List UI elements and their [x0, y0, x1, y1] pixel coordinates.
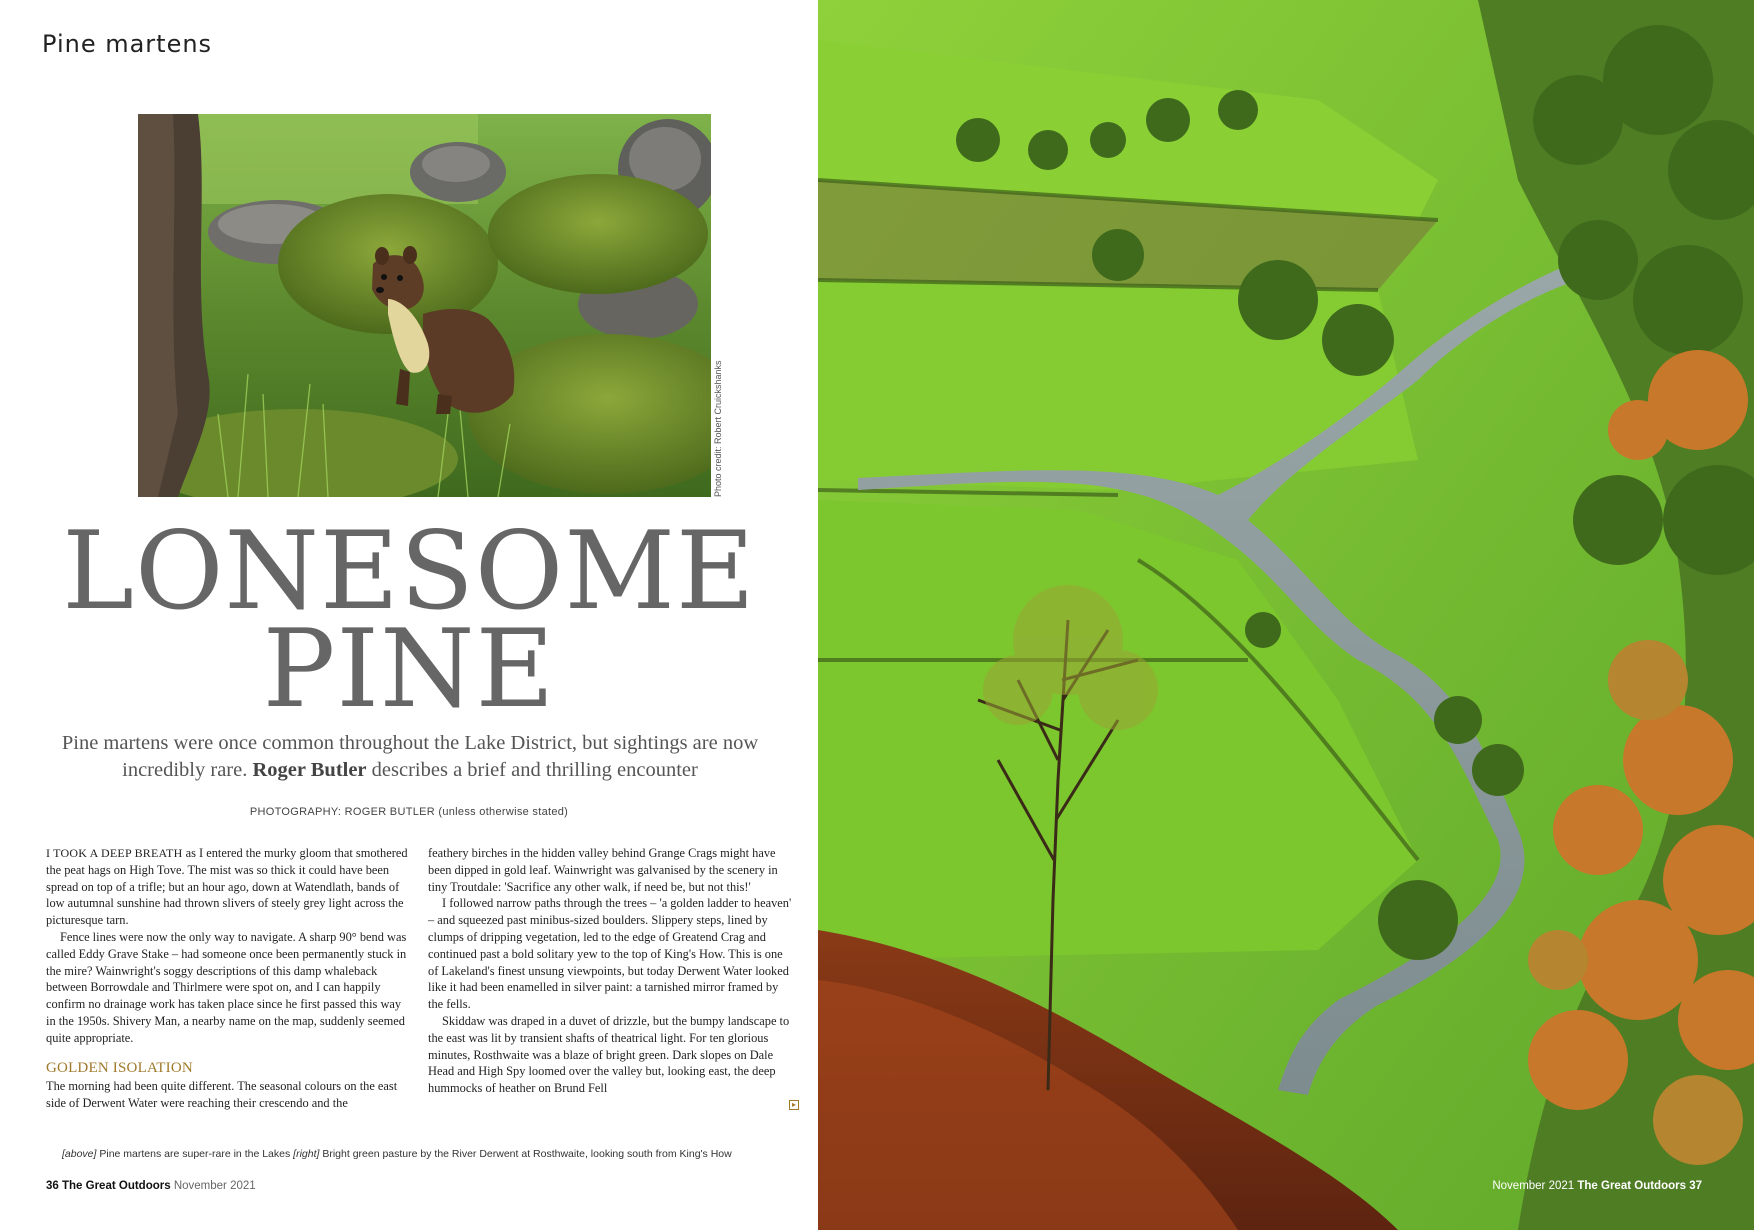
body-column-2 [428, 845, 794, 1097]
caption-tag-right: [right] [293, 1148, 320, 1160]
pine-marten-photo [138, 114, 711, 497]
standfirst-author: Roger Butler [252, 759, 367, 781]
left-page [0, 0, 818, 1230]
pine-marten-illustration [138, 114, 711, 497]
lead-in: I TOOK A DEEP BREATH [46, 846, 183, 860]
caption-tag-above: [above] [62, 1148, 97, 1160]
subheading: GOLDEN ISOLATION [46, 1059, 193, 1076]
folio-left [46, 1180, 256, 1192]
folio-right [1492, 1180, 1702, 1192]
magazine-name-right: The Great Outdoors [1577, 1180, 1686, 1192]
body-paragraph: The morning had been quite different. The seasonal colours on the east side of Derwent Water were reaching their crescendo and the [46, 1079, 398, 1111]
body-text: as I entered the murky gloom that smothered the peat hags on High Tove. The mist was so thick it could have been spread on top of a trifle; but an hour ago, down at Watendlath, bands of low autumnal sunshine had thrown slivers of steely grey light across the picturesque tarn. [46, 846, 408, 928]
photography-credit: PHOTOGRAPHY: ROGER BUTLER (unless otherwise stated) [249, 806, 569, 818]
page-number-left: 36 [46, 1180, 59, 1192]
standfirst [30, 730, 790, 784]
headline-line-2: PINE [262, 607, 556, 732]
body-paragraph [46, 845, 412, 929]
issue-date-left: November 2021 [173, 1180, 256, 1192]
body-paragraph: I followed narrow paths through the trees – 'a golden ladder to heaven' – and squeezed past minibus-sized boulders. Slippery steps, lined by clumps of dripping vegetation, led to the edge of Greatend Crag and continued past a bold solitary yew to the top of King's How. This is one of Lakeland's finest unsung viewpoints, but today Derwent Water looked like it had been enamelled in silver paint: a tarnished mirror framed by the fells. [428, 896, 792, 1012]
standfirst-text-after: describes a brief and thrilling encounter [371, 759, 698, 781]
headline-line-1: LONESOME [62, 509, 756, 634]
caption-text-above: Pine martens are super-rare in the Lakes [99, 1148, 291, 1160]
body-paragraph: feathery birches in the hidden valley behind Grange Crags might have been dipped in gold leaf. Wainwright was galvanised by the scenery in tiny Troutdale: 'Sacrifice any other walk, if need be, but not this!' [428, 846, 778, 894]
continue-arrow-icon: ▸ [789, 1100, 799, 1110]
magazine-name-left: The Great Outdoors [62, 1180, 171, 1192]
body-paragraph: Fence lines were now the only way to navigate. A sharp 90° bend was called Eddy Grave Stake – had someone once been permanently stuck in the mire? Wainwright's soggy descriptions of this damp whaleback between Borrowdale and Thirlmere were spot on, and I can happily confirm no drainage work has taken place since he first passed this way in the 1950s. Shivery Man, a nearby name on the map, suddenly seemed quite appropriate. [46, 929, 407, 1045]
body-column-1 [46, 845, 412, 1112]
page-number-right: 37 [1689, 1180, 1702, 1192]
photo-caption [62, 1148, 802, 1160]
photo-credit: Photo credit: Robert Cruickshanks [713, 360, 723, 497]
issue-date-right: November 2021 [1492, 1180, 1575, 1192]
caption-text-right: Bright green pasture by the River Derwent at Rosthwaite, looking south from King's How [322, 1148, 732, 1160]
section-label: Pine martens [42, 30, 213, 58]
body-paragraph: Skiddaw was draped in a duvet of drizzle, but the bumpy landscape to the east was lit by transient shafts of theatrical light. For ten glorious minutes, Rosthwaite was a blaze of bright green. Dark slopes on Dale Head and High Spy loomed over the valley but, looking east, the deep hummocks of heather on Brund Fell [428, 1013, 790, 1096]
right-page-landscape-photo [818, 0, 1754, 1230]
river-valley-illustration [818, 0, 1754, 1230]
standfirst-text-before: Pine martens were once common throughout the Lake District, but sightings are now incredibly rare. [61, 732, 759, 781]
